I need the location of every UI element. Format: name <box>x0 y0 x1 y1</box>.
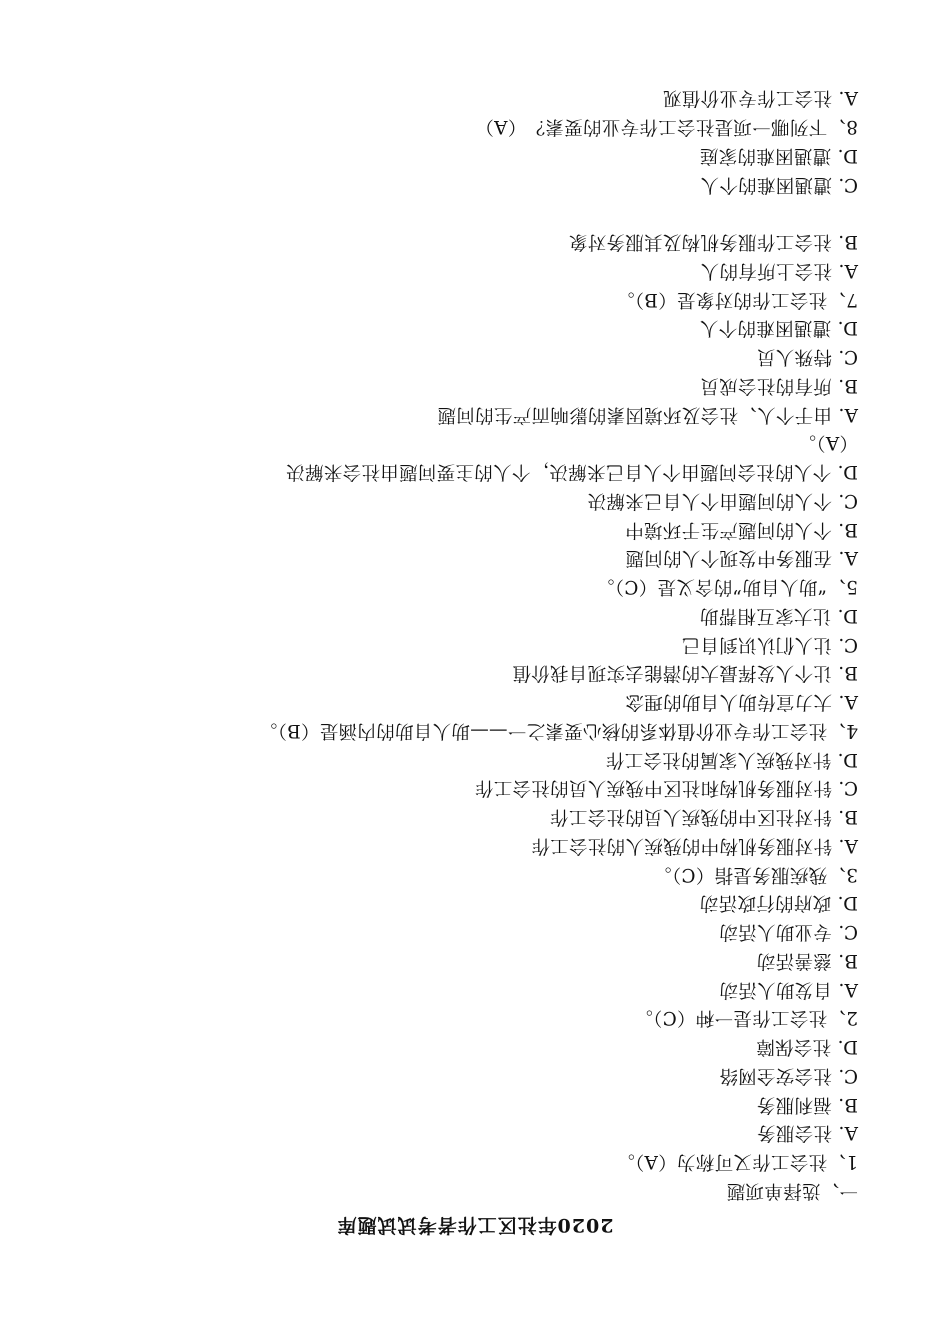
text-line: D. 遭遇困难的个人 <box>699 317 858 339</box>
text-line: B. 慈善活动 <box>756 950 858 971</box>
text-line: 2、社会工作是一种（C）。 <box>633 1007 858 1029</box>
text-line: A. 社会上所有的人 <box>700 260 858 281</box>
text-line: A. 针对服务机构中的残疾人的社会工作 <box>531 835 858 856</box>
document-title: 2020年社区工作者考试试题库 <box>336 1214 614 1236</box>
text-line: C. 特殊人员 <box>756 346 858 368</box>
text-line: A. 由于个人、社会及环境因素的影响而产生的问题 <box>437 403 858 425</box>
text-line: C. 个人的问题由个人自己来解决 <box>587 490 858 511</box>
text-line: A. 社会工作专业价值观 <box>662 87 858 109</box>
text-line: D. 遭遇困难的家庭 <box>699 145 858 166</box>
text-line: B. 福利服务 <box>756 1093 858 1115</box>
text-line: B. 针对社区中的残疾人员的社会工作 <box>549 806 858 828</box>
text-line: D. 个人的社会问题由个人自己来解决，个人的主要问题由社会来解决 <box>285 461 858 483</box>
text-line: C. 专业助人活动 <box>719 921 858 943</box>
text-line: C. 让人们认识到自己 <box>681 633 858 655</box>
text-line: 8、下列哪一项是社会工作专业的要素？（A） <box>475 116 858 138</box>
text-line: A. 社会服务 <box>756 1122 858 1144</box>
text-line: 1、社会工作又可称为（A）。 <box>615 1151 858 1173</box>
text-line: A. 大力宣传助人自助的理念 <box>625 691 858 713</box>
text-line: D. 让大家互相帮助 <box>699 605 858 626</box>
question-list <box>78 83 858 1204</box>
text-line: 4、社会工作专业价值体系的核心要素之一——助人自助的内涵是（B）。 <box>258 720 858 741</box>
text-line: A. 自发助人活动 <box>719 978 858 1000</box>
text-line: C. 社会安全网络 <box>719 1065 858 1086</box>
text-line: B. 社会工作服务机构及其服务对象 <box>568 231 858 253</box>
text-line: （A）。 <box>797 432 858 454</box>
text-line: A. 在服务中发现个人的问题 <box>625 547 858 569</box>
text-line <box>78 198 858 227</box>
text-line: D. 政府的行政活动 <box>699 892 858 914</box>
text-line: D. 社会保障 <box>755 1036 858 1058</box>
text-line: B. 让个人发挥最大的潜能去实现自我价值 <box>512 662 858 684</box>
text-line: B. 个人的问题产生于环境中 <box>624 518 858 540</box>
text-line: D. 针对残疾人家属的社会工作 <box>605 748 858 770</box>
text-line: 7、社会工作的对象是（B）。 <box>615 288 858 310</box>
text-line: C. 针对服务机构和社区中残疾人员的社会工作 <box>474 777 858 799</box>
text-line: C. 遭遇困难的个人 <box>700 173 858 195</box>
text-line: 3、残疾服务是指（C）。 <box>652 863 858 885</box>
text-line: 5、“助人自助”的含义是（C）。 <box>595 576 858 598</box>
text-line: B. 所有的社会成员 <box>700 375 858 396</box>
text-line: 一、选择单项题 <box>726 1180 858 1201</box>
